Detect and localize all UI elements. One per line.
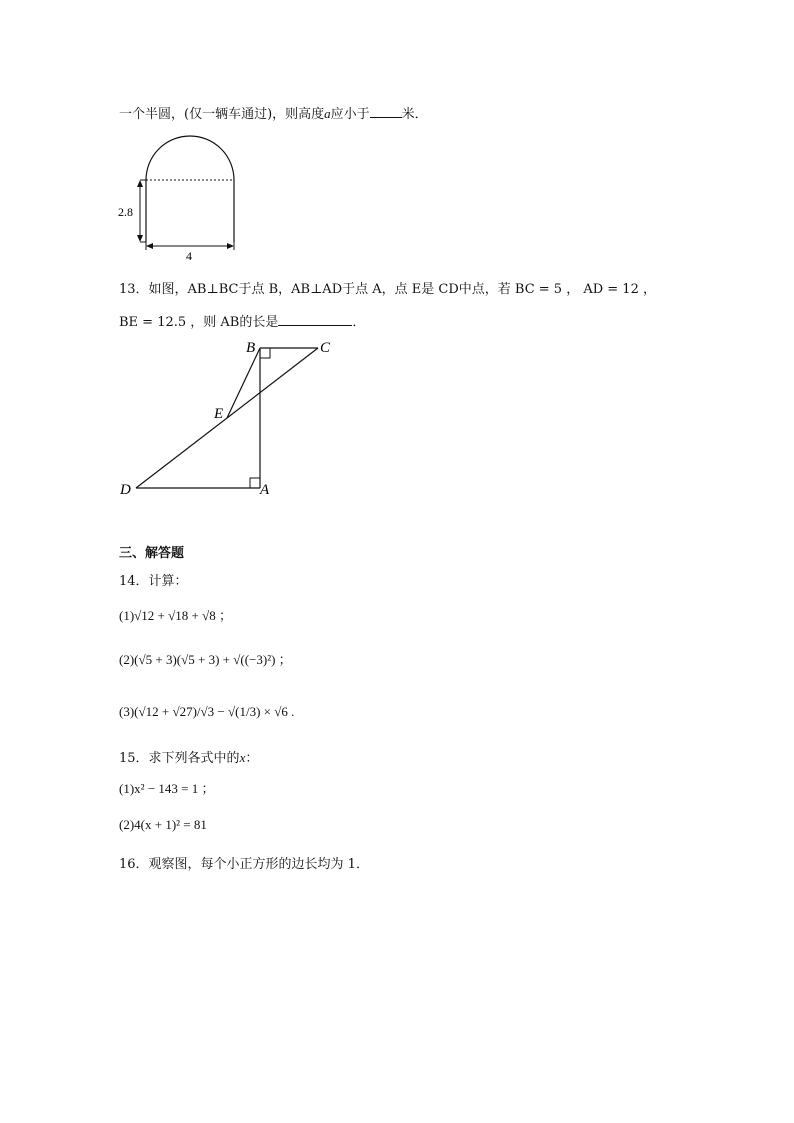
q14-part1-label: (1) <box>119 608 135 623</box>
q15-part1-label: (1) <box>119 781 135 796</box>
height-label: 2.8 <box>118 205 133 219</box>
q13-number: 13． <box>119 282 149 297</box>
q14-text: 计算： <box>148 574 188 589</box>
q14-part1 <box>119 607 232 625</box>
right-angle-B <box>260 348 270 358</box>
q12-var-a: a <box>324 106 331 121</box>
width-label: 4 <box>186 249 192 263</box>
q15-var-x: x <box>239 750 246 765</box>
q15-part1 <box>119 780 214 798</box>
q12-text-after: 米． <box>401 107 428 122</box>
q15-part2-expr: 4(x + 1)² = 81 <box>134 817 207 832</box>
q15-part2-label: (2) <box>119 817 135 832</box>
q12-text-before: 一个半圆，(仅一辆车通过)，则高度 <box>119 107 325 122</box>
q15-number: 15． <box>119 751 149 766</box>
q14-part3-label: (3) <box>119 704 135 719</box>
q13-line2-text: BE = 12.5 ，则 AB的长是 <box>119 315 279 330</box>
q15-heading <box>119 749 258 768</box>
segment-BE <box>227 348 260 418</box>
q13-answer-blank[interactable] <box>278 312 352 326</box>
figure-13-geometry <box>112 336 342 502</box>
q14-part2-label: (2) <box>119 652 135 667</box>
q12-answer-blank[interactable] <box>370 104 402 118</box>
q13-line1-text: 如图，AB⊥BC于点 B，AB⊥AD于点 A，点 E是 CD中点，若 BC = 5 ， AD = 12 ， <box>148 282 656 297</box>
q15-part2 <box>119 816 207 834</box>
label-B: B <box>246 340 256 356</box>
q14-heading <box>119 573 188 591</box>
figure-12-tunnel <box>110 132 250 264</box>
q13-line2-suffix: ． <box>352 315 366 330</box>
q15-text: 求下列各式中的 <box>148 751 240 766</box>
label-A: A <box>260 482 270 498</box>
label-D: D <box>120 482 131 498</box>
section-3-title: 三、解答题 <box>119 546 185 561</box>
q16-text <box>119 856 369 874</box>
q14-part2 <box>119 651 292 669</box>
q14-number: 14． <box>119 574 149 589</box>
q16-number: 16． <box>119 857 149 872</box>
q12-text <box>119 104 428 124</box>
q14-part1-expr: √12 + √18 + √8 ； <box>134 608 232 623</box>
q14-part3 <box>119 703 294 721</box>
q16-body: 观察图，每个小正方形的边长均为 1． <box>148 857 369 872</box>
q15-part1-expr: x² − 143 = 1 ； <box>134 781 215 796</box>
tunnel-semicircle <box>146 136 234 180</box>
q13-line1 <box>119 281 656 299</box>
q14-part3-expr: (√12 + √27)/√3 − √(1/3) × √6 . <box>134 704 295 719</box>
q14-part2-expr: (√5 + 3)(√5 + 3) + √((−3)²) ； <box>134 652 292 667</box>
label-E: E <box>214 406 224 422</box>
label-C: C <box>320 340 331 356</box>
q15-colon: ： <box>245 751 259 766</box>
q13-line2 <box>119 312 365 332</box>
q12-text-mid: 应小于 <box>330 107 370 122</box>
right-angle-A <box>250 478 260 488</box>
